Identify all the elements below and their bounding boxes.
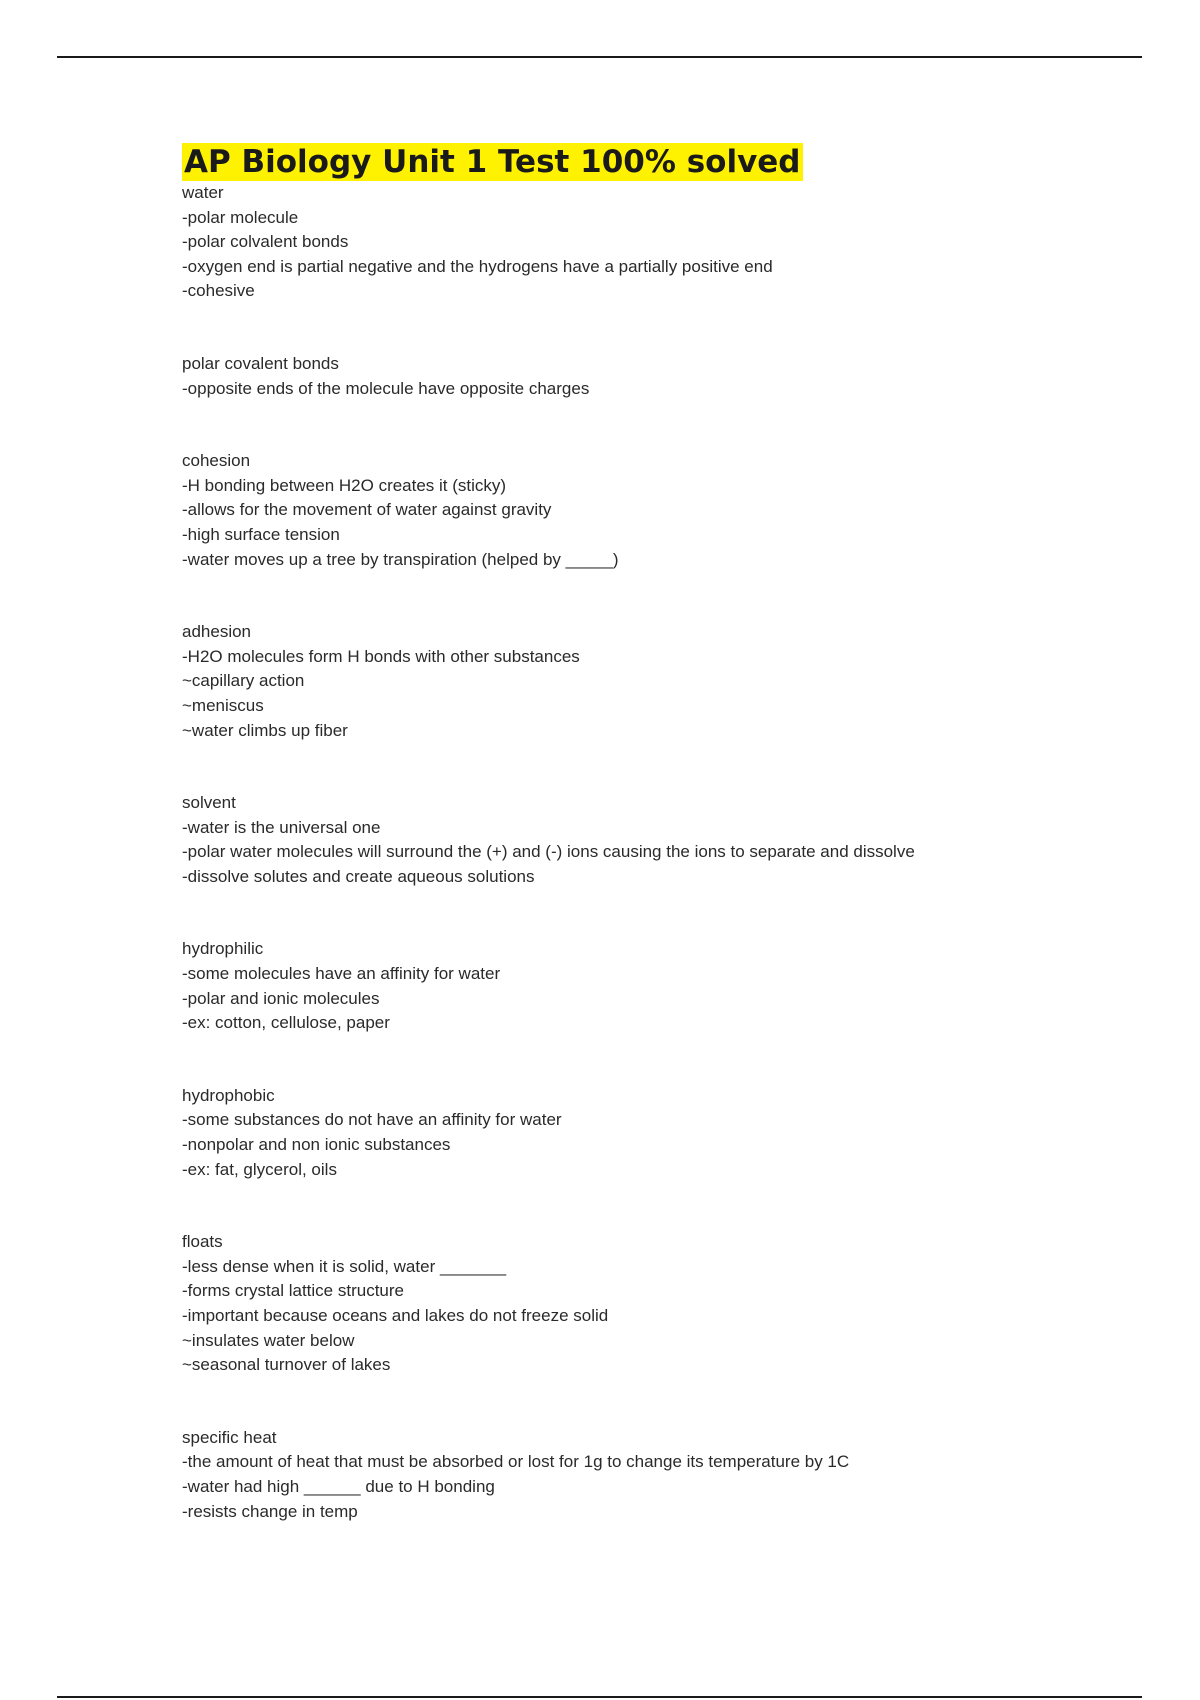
- term-detail-line: -H2O molecules form H bonds with other substances: [182, 646, 580, 666]
- term-section: [182, 181, 1082, 304]
- term-detail-line: ~water climbs up fiber: [182, 720, 348, 740]
- document-body: [182, 143, 1082, 1572]
- term-detail-line: -oxygen end is partial negative and the hydrogens have a partially positive end: [182, 256, 773, 276]
- term-detail-line: -some molecules have an affinity for water: [182, 964, 501, 984]
- term-detail-line: -opposite ends of the molecule have opposite charges: [182, 378, 590, 398]
- term-heading: hydrophilic: [182, 939, 264, 959]
- term-detail-line: ~capillary action: [182, 671, 305, 691]
- term-detail-line: -important because oceans and lakes do not freeze solid: [182, 1306, 609, 1325]
- term-detail-line: -water moves up a tree by transpiration (helped by _____): [182, 549, 619, 569]
- term-section: [182, 352, 1082, 401]
- term-detail-line: -H bonding between H2O creates it (sticky): [182, 475, 507, 495]
- term-detail-line: -water had high ______ due to H bonding: [182, 1476, 495, 1496]
- term-heading: adhesion: [182, 622, 252, 642]
- term-detail-line: -polar and ionic molecules: [182, 988, 380, 1008]
- term-section: [182, 1230, 1082, 1378]
- term-heading: floats: [182, 1232, 223, 1252]
- term-section: [182, 791, 1082, 889]
- term-detail-line: -polar colvalent bonds: [182, 232, 349, 252]
- term-heading: specific heat: [182, 1427, 277, 1447]
- term-detail-line: -resists change in temp: [182, 1501, 358, 1521]
- term-detail-line: -nonpolar and non ionic substances: [182, 1135, 451, 1155]
- term-heading: water: [182, 183, 224, 202]
- term-heading: solvent: [182, 793, 236, 813]
- page-bottom-rule: [57, 1696, 1142, 1698]
- term-detail-line: ~insulates water below: [182, 1330, 355, 1350]
- term-heading: hydrophobic: [182, 1085, 275, 1105]
- term-detail-line: ~seasonal turnover of lakes: [182, 1355, 391, 1375]
- document-title: AP Biology Unit 1 Test 100% solved: [184, 144, 801, 180]
- sections-container: [182, 181, 1082, 1524]
- term-detail-line: -dissolve solutes and create aqueous solutions: [182, 866, 535, 886]
- term-detail-line: -polar molecule: [182, 207, 299, 227]
- term-detail-line: -less dense when it is solid, water _______: [182, 1256, 507, 1276]
- term-section: [182, 937, 1082, 1035]
- term-detail-line: -some substances do not have an affinity for water: [182, 1110, 562, 1130]
- term-section: [182, 620, 1082, 743]
- term-section: [182, 449, 1082, 572]
- term-heading: polar covalent bonds: [182, 353, 339, 373]
- term-detail-line: -ex: cotton, cellulose, paper: [182, 1013, 390, 1033]
- term-section: [182, 1426, 1082, 1524]
- term-section: [182, 1084, 1082, 1182]
- term-detail-line: -allows for the movement of water against gravity: [182, 500, 552, 520]
- term-detail-line: -high surface tension: [182, 524, 340, 544]
- term-detail-line: -polar water molecules will surround the (+) and (-) ions causing the ions to separate and dissolve: [182, 842, 915, 862]
- term-detail-line: -water is the universal one: [182, 817, 381, 837]
- term-detail-line: ~meniscus: [182, 695, 264, 715]
- term-detail-line: -ex: fat, glycerol, oils: [182, 1159, 337, 1179]
- term-heading: cohesion: [182, 451, 251, 471]
- term-detail-line: -forms crystal lattice structure: [182, 1281, 404, 1301]
- term-detail-line: -the amount of heat that must be absorbed or lost for 1g to change its temperature by 1C: [182, 1452, 850, 1472]
- page-top-rule: [57, 56, 1142, 58]
- term-detail-line: -cohesive: [182, 281, 255, 301]
